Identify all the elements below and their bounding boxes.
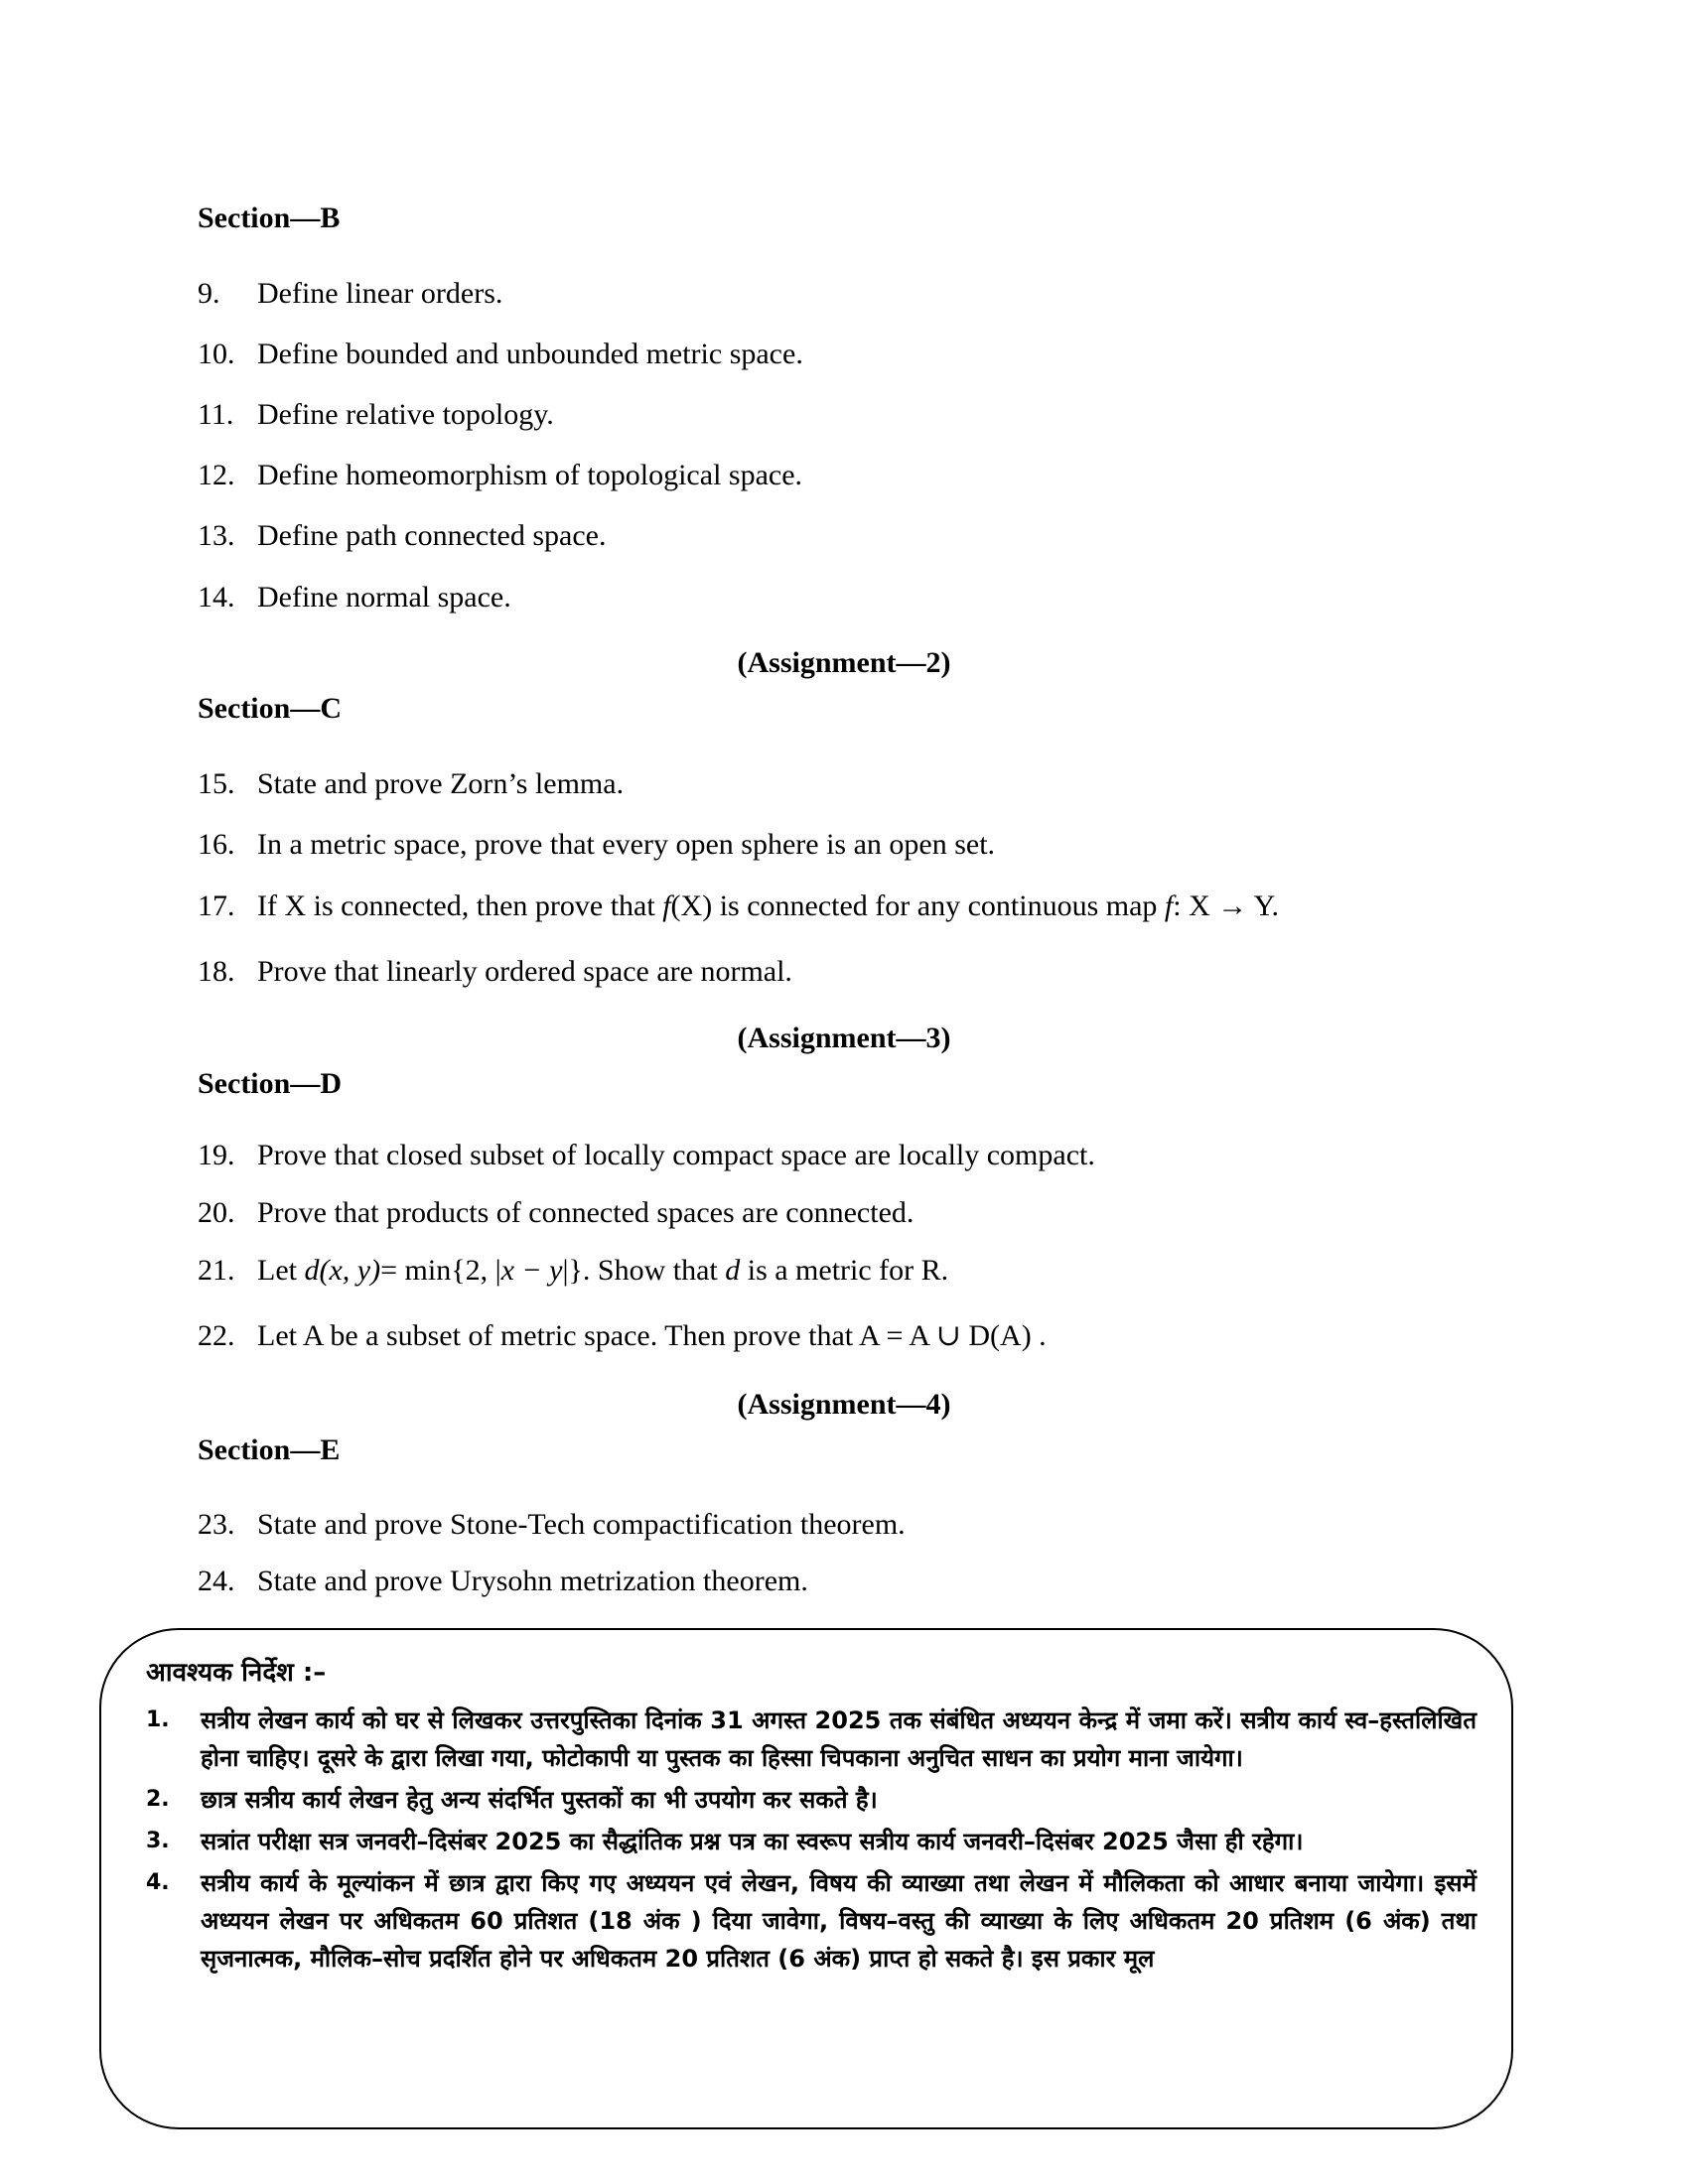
question-text: is connected for any continuous map	[719, 889, 1158, 922]
question-text: is a metric for R.	[747, 1254, 949, 1287]
question-text: Prove that linearly ordered space are normal.	[257, 955, 792, 988]
math-expression: A = A ∪ D(A) .	[858, 1319, 1047, 1352]
question-number: 22.	[198, 1319, 235, 1352]
question-number: 10.	[198, 338, 235, 370]
question-number: 23.	[198, 1508, 235, 1541]
question-22	[198, 1318, 1548, 1354]
math-expression: (X)	[670, 889, 713, 922]
question-text: Define path connected space.	[257, 519, 607, 552]
question-text: Prove that products of connected spaces are connected.	[257, 1196, 914, 1229]
question-11	[198, 397, 1548, 433]
instruction-number: 2.	[146, 1787, 170, 1812]
question-number: 18.	[198, 955, 235, 988]
question-number: 14.	[198, 581, 235, 614]
assignment-4-heading: (Assignment—4)	[737, 1388, 951, 1421]
question-number: 24.	[198, 1565, 235, 1597]
question-text: . Show that	[582, 1254, 718, 1287]
question-24	[198, 1564, 1548, 1599]
question-text: In a metric space, prove that every open sphere is an open set.	[257, 828, 996, 861]
instruction-item	[146, 1781, 1477, 1819]
question-text: If X is connected, then prove that	[257, 889, 655, 922]
math-expression: x − y	[500, 1254, 563, 1287]
math-expression: = min{2, |	[380, 1254, 501, 1287]
question-text: Define homeomorphism of topological space.	[257, 459, 803, 491]
section-d-heading: Section—D	[198, 1067, 342, 1100]
question-19	[198, 1138, 1548, 1173]
instruction-number: 4.	[146, 1870, 170, 1895]
question-text: Define bounded and unbounded metric space.	[257, 338, 803, 370]
section-c-heading: Section—C	[198, 692, 342, 725]
instructions-box	[99, 1628, 1513, 2129]
assignment-3-heading: (Assignment—3)	[737, 1022, 951, 1054]
instruction-text: सत्रांत परीक्षा सत्र जनवरी–दिसंबर 2025 का सैद्धांतिक प्रश्न पत्र का स्वरूप सत्रीय कार्य जनवरी–दिसंबर 2025 जैसा ही रहेगा।	[201, 1828, 1304, 1855]
math-expression: f	[662, 889, 671, 922]
instruction-text: सत्रीय कार्य के मूल्यांकन में छात्र द्वारा किए गए अध्ययन एवं लेखन, विषय की व्याख्या तथा लेखन में मौलिकता को आधार बनाया जायेगा। इसमें अध्ययन लेखन पर अधिकतम 60 प्रतिशत (18 अंक ) दिया जावेगा, विषय–वस्तु की व्याख्या के लिए अधिकतम 20 प्रतिशम (6 अंक) तथा सृजनात्मक, मौलिक–सोच प्रदर्शित होने पर अधिकतम 20 प्रतिशत (6 अंक) प्राप्त हो सकते है। इस प्रकार मूल	[201, 1869, 1477, 1973]
question-number: 21.	[198, 1254, 235, 1287]
question-13	[198, 518, 1548, 554]
question-number: 20.	[198, 1196, 235, 1229]
question-21	[198, 1253, 1548, 1289]
question-15	[198, 766, 1548, 802]
question-text: Prove that closed subset of locally compact space are locally compact.	[257, 1139, 1095, 1171]
section-b-heading: Section—B	[198, 202, 341, 234]
question-20	[198, 1195, 1548, 1231]
instruction-text: छात्र सत्रीय कार्य लेखन हेतु अन्य संदर्भित पुस्तकों का भी उपयोग कर सकते है।	[201, 1786, 878, 1814]
instructions-list	[146, 1702, 1477, 1981]
question-10	[198, 337, 1548, 372]
question-14	[198, 580, 1548, 615]
question-number: 15.	[198, 767, 235, 800]
question-18	[198, 954, 1548, 990]
instruction-item	[146, 1823, 1477, 1860]
question-number: 9.	[198, 277, 220, 310]
math-expression: f	[1164, 889, 1174, 922]
question-number: 13.	[198, 519, 235, 552]
question-17	[198, 888, 1548, 924]
math-expression: |}	[562, 1254, 583, 1287]
math-expression: : X → Y.	[1173, 889, 1279, 922]
question-text: Define normal space.	[257, 581, 511, 614]
instruction-item	[146, 1702, 1477, 1777]
question-text: Define relative topology.	[257, 398, 554, 431]
question-number: 19.	[198, 1139, 235, 1171]
question-text: State and prove Urysohn metrization theorem.	[257, 1565, 808, 1597]
question-number: 12.	[198, 459, 235, 491]
instruction-item	[146, 1864, 1477, 1978]
instruction-text: सत्रीय लेखन कार्य को घर से लिखकर उत्तरपुस्तिका दिनांक 31 अगस्त 2025 तक संबंधित अध्ययन केन्द्र में जमा करें। सत्रीय कार्य स्व–हस्तलिखित होना चाहिए। दूसरे के द्वारा लिखा गया, फोटोकापी या पुस्तक का हिस्सा चिपकाना अनुचित साधन का प्रयोग माना जायेगा।	[201, 1706, 1477, 1772]
instructions-title: आवश्यक निर्देश :–	[146, 1658, 327, 1688]
instruction-number: 3.	[146, 1829, 170, 1853]
question-number: 17.	[198, 889, 235, 922]
question-number: 16.	[198, 828, 235, 861]
question-9	[198, 276, 1548, 312]
math-expression: d	[725, 1254, 741, 1287]
question-16	[198, 827, 1548, 863]
question-number: 11.	[198, 398, 234, 431]
question-23	[198, 1507, 1548, 1543]
question-text: Let A be a subset of metric space. Then prove that	[257, 1319, 854, 1352]
math-expression: d(x, y)	[304, 1254, 381, 1287]
question-text: Define linear orders.	[257, 277, 503, 310]
question-text: Let	[257, 1254, 297, 1287]
instruction-number: 1.	[146, 1707, 170, 1732]
question-12	[198, 458, 1548, 493]
question-text: State and prove Zorn’s lemma.	[257, 767, 625, 800]
question-text: State and prove Stone-Tech compactification theorem.	[257, 1508, 906, 1541]
assignment-2-heading: (Assignment—2)	[737, 646, 951, 679]
section-e-heading: Section—E	[198, 1433, 341, 1466]
